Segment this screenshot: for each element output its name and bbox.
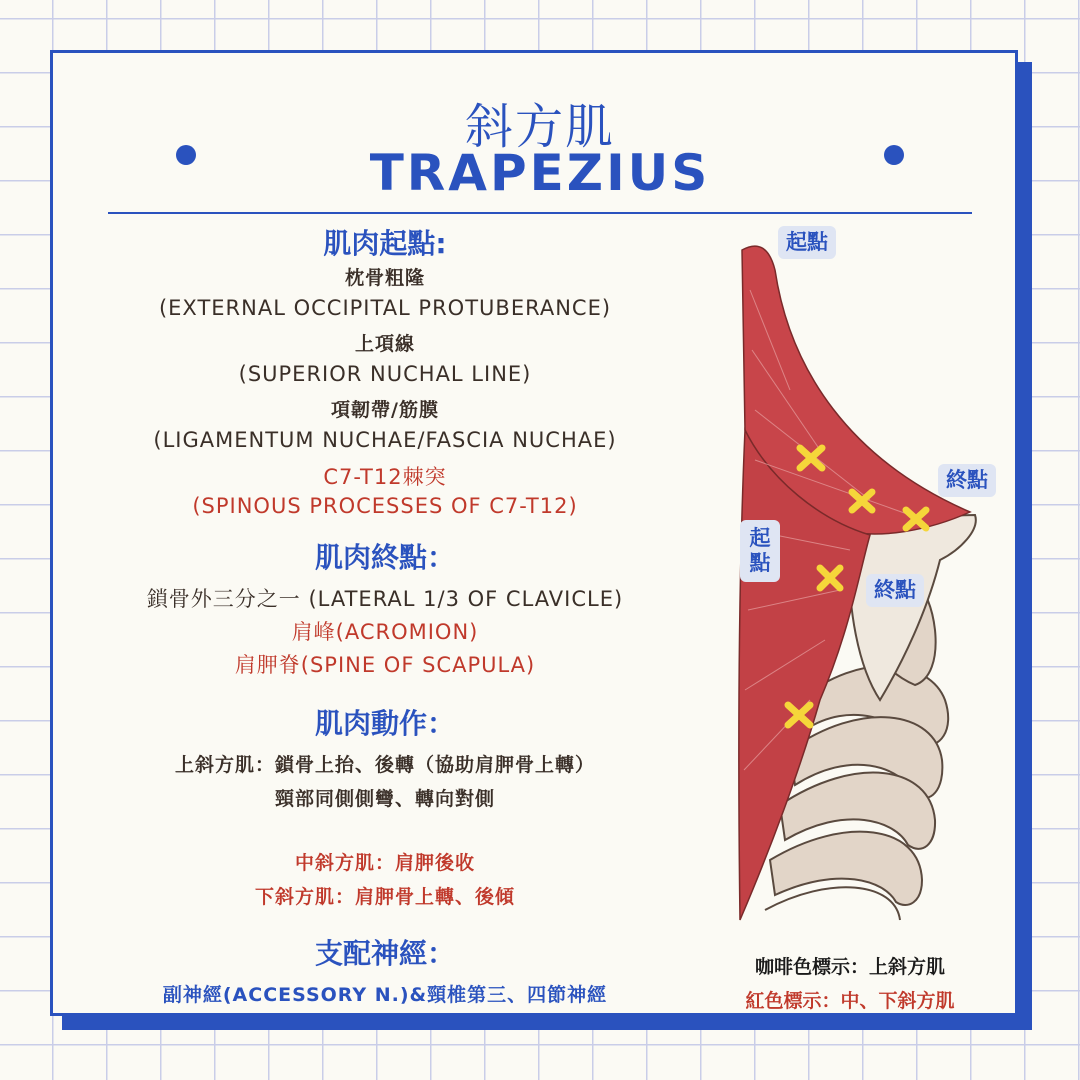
insertion-line: 肩胛脊(SPINE OF SCAPULA) — [234, 653, 536, 677]
origin-heading: 肌肉起點: — [323, 227, 447, 260]
tag-origin-side: 起點 — [740, 520, 780, 582]
insertion-heading: 肌肉終點： — [314, 541, 455, 574]
decor-dot-left — [176, 145, 196, 165]
legend-brown: 咖啡色標示：上斜方肌 — [754, 956, 945, 978]
origin-line: (LIGAMENTUM NUCHAE/FASCIA NUCHAE) — [153, 428, 617, 452]
tag-insertion-right: 終點 — [938, 464, 996, 497]
title-chinese: 斜方肌 — [464, 99, 615, 155]
origin-line: 上項線 — [354, 333, 415, 355]
origin-line: (SPINOUS PROCESSES OF C7-T12) — [192, 494, 578, 518]
action-heading: 肌肉動作： — [314, 707, 455, 740]
insertion-line: 肩峰(ACROMION) — [291, 620, 479, 644]
nerve-heading: 支配神經： — [314, 937, 455, 970]
decor-dot-right — [884, 145, 904, 165]
origin-line: C7-T12棘突 — [323, 465, 447, 489]
origin-line: 項韌帶/筋膜 — [331, 399, 439, 421]
origin-line: 枕骨粗隆 — [344, 267, 425, 289]
tag-origin-top: 起點 — [778, 226, 836, 259]
action-upper-line1: 上斜方肌：鎖骨上抬、後轉（協助肩胛骨上轉） — [174, 754, 595, 776]
action-lower: 下斜方肌：肩胛骨上轉、後傾 — [254, 886, 515, 908]
action-upper-line2: 頸部同側側彎、轉向對側 — [274, 788, 495, 810]
title-english: TRAPEZIUS — [369, 144, 711, 202]
title-divider — [108, 212, 972, 214]
action-middle: 中斜方肌：肩胛後收 — [294, 852, 475, 874]
origin-line: (SUPERIOR NUCHAL LINE) — [238, 362, 532, 386]
nerve-text: 副神經(ACCESSORY N.)&頸椎第三、四節神經 — [162, 984, 608, 1006]
legend-red: 紅色標示：中、下斜方肌 — [745, 990, 955, 1012]
origin-line: (EXTERNAL OCCIPITAL PROTUBERANCE) — [158, 296, 612, 320]
insertion-line: 鎖骨外三分之一 (LATERAL 1/3 OF CLAVICLE) — [146, 587, 624, 611]
tag-insertion-mid: 終點 — [866, 574, 924, 607]
